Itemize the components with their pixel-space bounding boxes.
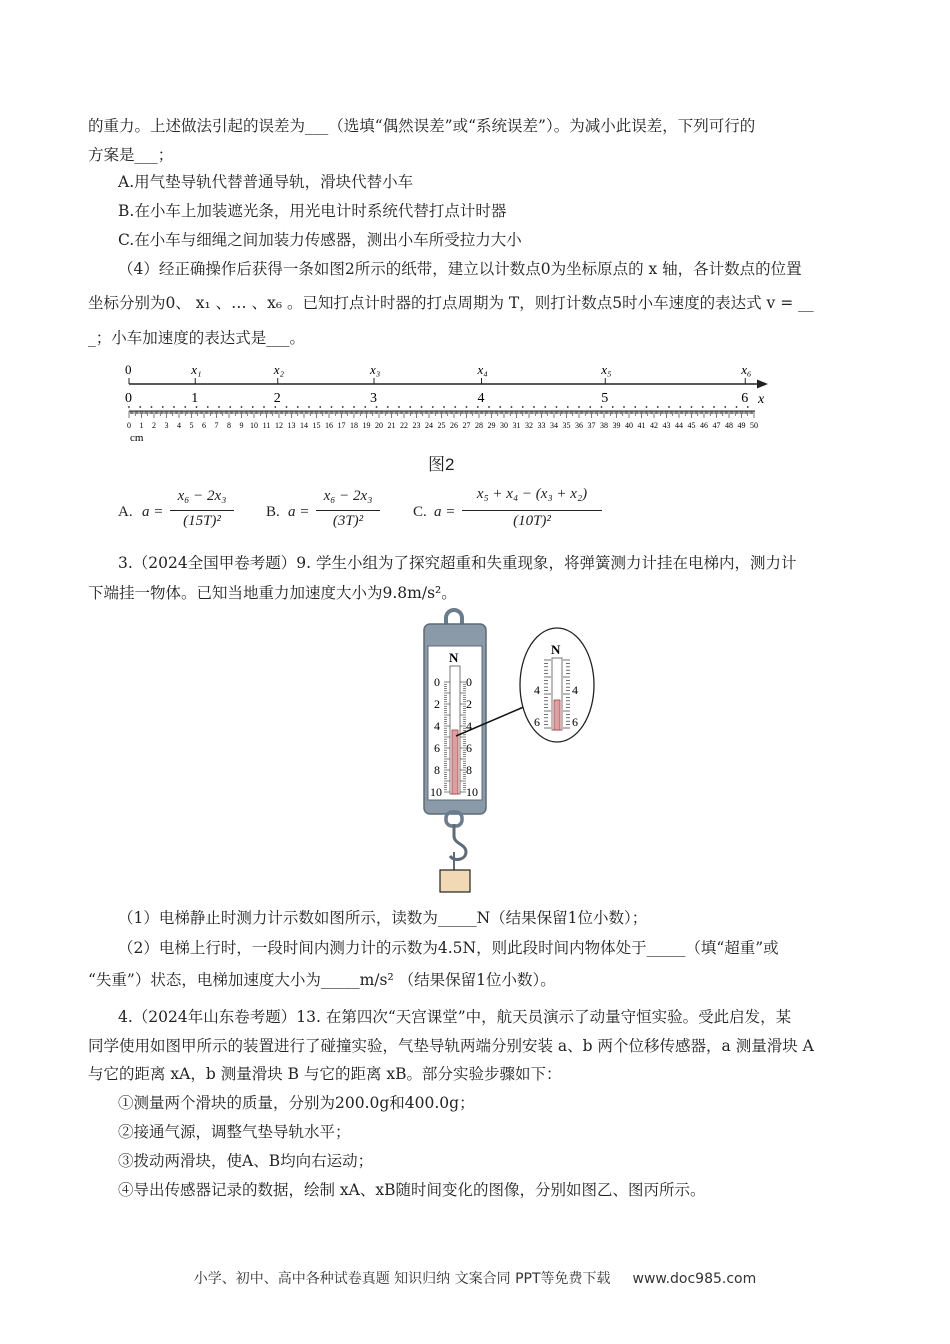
tape-dot [736, 406, 738, 408]
scale-number-left: 0 [434, 675, 440, 689]
ruler-number: 19 [362, 421, 371, 430]
ruler-number: 5 [189, 421, 194, 430]
spring-indicator [452, 730, 458, 794]
ruler-number: 35 [562, 421, 571, 430]
ruler-number: 11 [262, 421, 271, 430]
ruler-number: 24 [425, 421, 433, 430]
ruler-number: 20 [375, 421, 383, 430]
scale-number-left: 2 [434, 697, 440, 711]
tape-dot [319, 406, 321, 408]
step-3: ③拨动两滑块，使A、B均向右运动； [118, 1152, 374, 1170]
ruler-number: 17 [337, 421, 346, 430]
ruler-number: 31 [512, 421, 521, 430]
ruler-number: 37 [587, 421, 596, 430]
ruler-number: 15 [312, 421, 321, 430]
zoom-tick-label: 4 [572, 683, 578, 697]
ruler-number: 46 [700, 421, 708, 430]
tape-label: x₁ [191, 362, 202, 377]
scale-number-left: 8 [434, 763, 440, 777]
tape-point-value: 4 [477, 391, 485, 406]
footer-link[interactable]: www.doc985.com [632, 1271, 757, 1287]
tape-point-value: 6 [741, 391, 749, 406]
answer-c-denominator: (10T)² [513, 513, 551, 529]
tape-figure [112, 360, 792, 450]
tape-dot [477, 406, 479, 408]
ruler-number: 50 [750, 421, 758, 430]
tape-dot [454, 406, 456, 408]
tape-dot [578, 406, 580, 408]
tape-label: x₅ [601, 362, 612, 377]
scale-number-left: 4 [434, 719, 440, 733]
answer-c-numerator: x₅ + x₄ − (x₃ + x₂) [476, 486, 588, 502]
fraction-bar [462, 510, 602, 511]
ruler-number: 48 [725, 421, 733, 430]
option-a: A.用气垫导轨代替普通导轨，滑块代替小车 [118, 173, 414, 191]
hanging-block [440, 870, 470, 892]
ruler-number: 13 [287, 421, 296, 430]
tape-label: 0 [125, 362, 132, 377]
ruler-number: 9 [239, 421, 244, 430]
tape-dot [432, 406, 434, 408]
problem-3-line1: 3.（2024全国甲卷考题）9. 学生小组为了探究超重和失重现象，将弹簧测力计挂在电梯内，测力计 [118, 554, 797, 572]
ruler-number: 2 [152, 421, 156, 430]
ruler-number: 14 [300, 421, 308, 430]
tape-dot [139, 406, 141, 408]
tape-dot [702, 406, 704, 408]
ruler-number: 0 [127, 421, 131, 430]
tape-dot [724, 406, 726, 408]
fraction-bar [316, 510, 380, 511]
step-1: ①测量两个滑块的质量，分别为200.0g和400.0g； [118, 1094, 475, 1112]
tape-dot [601, 406, 603, 408]
tape-dot [331, 406, 333, 408]
tape-dot [533, 406, 535, 408]
question-3-1: （1）电梯静止时测力计示数如图所示，读数为_____N（结果保留1位小数）； [118, 909, 648, 927]
answer-a-denominator: (15T)² [183, 513, 221, 529]
tape-dot [308, 406, 310, 408]
tape-dot [263, 406, 265, 408]
ruler-number: 29 [487, 421, 496, 430]
figure-caption: 图2 [428, 455, 455, 474]
tape-dot [353, 406, 355, 408]
ruler-number: 25 [437, 421, 446, 430]
ruler-number: 45 [687, 421, 696, 430]
tape-dot [544, 406, 546, 408]
scale-unit: N [449, 650, 459, 665]
tape-dot [657, 406, 659, 408]
text-line: 的重力。上述做法引起的误差为___（选填“偶然误差”或“系统误差”）。为减小此误差，下列可行的 [88, 117, 756, 135]
tape-dot [128, 406, 130, 408]
zoom-tick-label: 6 [534, 715, 540, 729]
tape-point-value: 3 [370, 391, 377, 406]
answer-c-label: C. [413, 504, 427, 520]
tape-dot [364, 406, 366, 408]
scale-number-left: 6 [434, 741, 440, 755]
tape-dot [488, 406, 490, 408]
footer [0, 1268, 950, 1288]
ruler-number: 23 [412, 421, 421, 430]
ruler-number: 49 [737, 421, 746, 430]
question-4-line2: 坐标分别为0、 x₁ 、… 、x₆ 。已知打点计时器的打点周期为 T，则打计数点5时小车速度的表达式 v = __ [88, 294, 814, 312]
ruler-number: 47 [712, 421, 721, 430]
tape-dot [556, 406, 558, 408]
tape-dot [466, 406, 468, 408]
question-3-3: “失重”）状态，电梯加速度大小为_____m/s² （结果保留1位小数）。 [88, 971, 556, 989]
ruler-number: 6 [202, 421, 206, 430]
ruler-number: 26 [450, 421, 458, 430]
tape-point-value: 5 [601, 391, 609, 406]
footer-text: 小学、初中、高中各种试卷真题 知识归纳 文案合同 PPT等免费下载 [193, 1271, 611, 1287]
axis-arrow-icon [757, 380, 768, 389]
tape-dot [499, 406, 501, 408]
problem-4-line1: 4.（2024年山东卷考题）13. 在第四次“天宫课堂”中，航天员演示了动量守恒实验。受此启发，某 [118, 1008, 792, 1026]
tape-dot [229, 406, 231, 408]
ruler-number: 33 [537, 421, 546, 430]
answer-a-lhs: a = [142, 504, 164, 520]
tape-label: x₃ [370, 362, 381, 377]
axis-letter: x [758, 392, 765, 407]
problem-4-line2: 同学使用如图甲所示的装置进行了碰撞实验，气垫导轨两端分别安装 a、b 两个位移传感器，a 测量滑块 A [88, 1037, 814, 1055]
tape-point-value: 2 [273, 391, 281, 406]
scale-number-right: 0 [466, 675, 472, 689]
tape-point-value: 1 [191, 391, 199, 406]
question-4-line3: _；小车加速度的表达式是___。 [88, 329, 306, 347]
scale-number-right: 10 [466, 785, 478, 799]
scale-number-right: 6 [466, 741, 472, 755]
tape-dot [196, 406, 198, 408]
tape-dot [218, 406, 220, 408]
ruler-number: 28 [475, 421, 483, 430]
ruler-number: 38 [600, 421, 608, 430]
answer-a-label: A. [118, 504, 133, 520]
ruler-number: 18 [350, 421, 358, 430]
tape-dot [634, 406, 636, 408]
tape-dot [151, 406, 153, 408]
ruler-number: 39 [612, 421, 621, 430]
tape-dot [162, 406, 164, 408]
zoom-tick-label: 4 [534, 683, 540, 697]
answer-c-lhs: a = [434, 504, 456, 520]
tape-dot [387, 406, 389, 408]
ruler-number: 12 [275, 421, 283, 430]
tape-point-value: 0 [125, 391, 132, 406]
ruler-number: 43 [662, 421, 671, 430]
tape-dot [241, 406, 243, 408]
tape-dot [679, 406, 681, 408]
tape-dot [511, 406, 513, 408]
scale-number-right: 8 [466, 763, 472, 777]
tape-dot [646, 406, 648, 408]
tape-dot [713, 406, 715, 408]
tape-dot [567, 406, 569, 408]
question-4-line1: （4）经正确操作后获得一条如图2所示的纸带，建立以计数点0为坐标原点的 x 轴，各计数点的位置 [118, 260, 802, 278]
tape-dot [747, 406, 749, 408]
scale-number-left: 10 [430, 785, 442, 799]
ruler-number: 4 [177, 421, 181, 430]
ruler-number: 44 [675, 421, 683, 430]
text-line: 方案是___； [88, 146, 174, 164]
hook-icon [450, 824, 466, 859]
ruler-number: 34 [550, 421, 558, 430]
ruler-number: 8 [227, 421, 231, 430]
fraction-bar [170, 510, 234, 511]
ruler-number: 10 [250, 421, 258, 430]
tape-dot [297, 406, 299, 408]
tape-dot [184, 406, 186, 408]
tape-dot [376, 406, 378, 408]
ruler-number: 36 [575, 421, 583, 430]
scale-number-right: 4 [466, 719, 472, 733]
answer-b-denominator: (3T)² [332, 513, 364, 529]
ruler-number: 22 [400, 421, 408, 430]
answer-b-lhs: a = [288, 504, 310, 520]
tape-dot [207, 406, 209, 408]
zoom-tick-label: 6 [572, 715, 578, 729]
ruler-number: 16 [325, 421, 333, 430]
problem-4-line3: 与它的距离 xA，b 测量滑块 B 与它的距离 xB。部分实验步骤如下： [88, 1065, 562, 1083]
tape-dot [398, 406, 400, 408]
ruler-number: 3 [164, 421, 169, 430]
ruler-number: 7 [214, 421, 219, 430]
zoom-unit: N [551, 642, 561, 657]
tape-dot [173, 406, 175, 408]
tape-dot [409, 406, 411, 408]
ruler-number: 32 [525, 421, 533, 430]
ruler-number: 41 [637, 421, 646, 430]
tape-dot [691, 406, 693, 408]
spring-scale-figure [410, 608, 615, 898]
tape-dot [252, 406, 254, 408]
tape-dot [342, 406, 344, 408]
step-4: ④导出传感器记录的数据，绘制 xA、xB随时间变化的图像，分别如图乙、图丙所示。 [118, 1181, 706, 1199]
tape-dot [421, 406, 423, 408]
tape-dot [443, 406, 445, 408]
answer-b-numerator: x₆ − 2x₃ [323, 488, 373, 504]
tape-dot [589, 406, 591, 408]
answer-a-numerator: x₆ − 2x₃ [177, 488, 227, 504]
tape-dot [668, 406, 670, 408]
tape-label: x₂ [273, 362, 285, 377]
tape-label: x₆ [741, 362, 752, 377]
tape-dot [274, 406, 276, 408]
tape-dot [522, 406, 524, 408]
ruler-number: 21 [387, 421, 396, 430]
tape-dot [612, 406, 614, 408]
ruler-number: 40 [625, 421, 633, 430]
step-2: ②接通气源，调整气垫导轨水平； [118, 1123, 351, 1141]
tape-dot [286, 406, 288, 408]
ruler-number: 1 [139, 421, 144, 430]
question-3-2: （2）电梯上行时，一段时间内测力计的示数为4.5N，则此段时间内物体处于_____（填“超重”或 [118, 939, 779, 957]
problem-3-line2: 下端挂一物体。已知当地重力加速度大小为9.8m/s²。 [88, 584, 457, 602]
tape-label: x₄ [477, 362, 488, 377]
option-c: C.在小车与细绳之间加装力传感器，测出小车所受拉力大小 [118, 231, 522, 249]
ruler-number: 27 [462, 421, 471, 430]
option-b: B.在小车上加装遮光条，用光电计时系统代替打点计时器 [118, 202, 507, 220]
tape-dot [623, 406, 625, 408]
cm-label: cm [130, 432, 144, 444]
answer-b-label: B. [266, 504, 280, 520]
ruler-number: 42 [650, 421, 658, 430]
scale-number-right: 2 [466, 697, 472, 711]
ruler-number: 30 [500, 421, 508, 430]
